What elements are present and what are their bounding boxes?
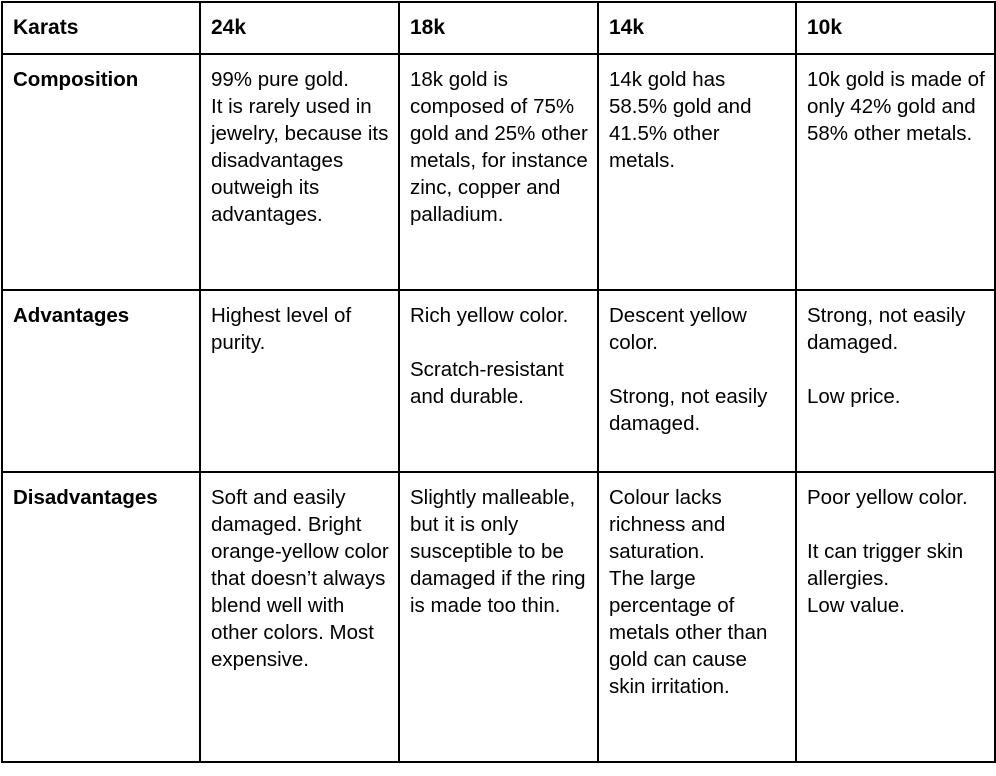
table-row-disadvantages <box>2 472 995 762</box>
cell-advantages-10k: Strong, not easily damaged. Low price. <box>796 290 995 472</box>
cell-disadvantages-14k: Colour lacks richness and saturation. The large percentage of metals other than gold can cause skin irritation. <box>598 472 796 762</box>
header-14k: 14k <box>598 2 796 54</box>
header-24k: 24k <box>200 2 399 54</box>
table-row-advantages <box>2 290 995 472</box>
cell-advantages-24k: Highest level of purity. <box>200 290 399 472</box>
table-row-composition <box>2 54 995 290</box>
row-label-disadvantages: Disadvantages <box>2 472 200 762</box>
row-label-advantages: Advantages <box>2 290 200 472</box>
table-header-row <box>2 2 995 54</box>
cell-disadvantages-18k: Slightly malleable, but it is only susceptible to be damaged if the ring is made too thin. <box>399 472 598 762</box>
cell-composition-10k: 10k gold is made of only 42% gold and 58% other metals. <box>796 54 995 290</box>
header-18k: 18k <box>399 2 598 54</box>
cell-disadvantages-24k: Soft and easily damaged. Bright orange-yellow color that doesn’t always blend well with other colors. Most expensive. <box>200 472 399 762</box>
cell-composition-14k: 14k gold has 58.5% gold and 41.5% other metals. <box>598 54 796 290</box>
cell-composition-24k: 99% pure gold. It is rarely used in jewelry, because its disadvantages outweigh its advantages. <box>200 54 399 290</box>
cell-advantages-14k: Descent yellow color. Strong, not easily damaged. <box>598 290 796 472</box>
header-karats: Karats <box>2 2 200 54</box>
row-label-composition: Composition <box>2 54 200 290</box>
cell-disadvantages-10k: Poor yellow color. It can trigger skin allergies. Low value. <box>796 472 995 762</box>
header-10k: 10k <box>796 2 995 54</box>
cell-composition-18k: 18k gold is composed of 75% gold and 25% other metals, for instance zinc, copper and palladium. <box>399 54 598 290</box>
cell-advantages-18k: Rich yellow color. Scratch-resistant and durable. <box>399 290 598 472</box>
gold-karat-comparison-table <box>1 1 996 763</box>
